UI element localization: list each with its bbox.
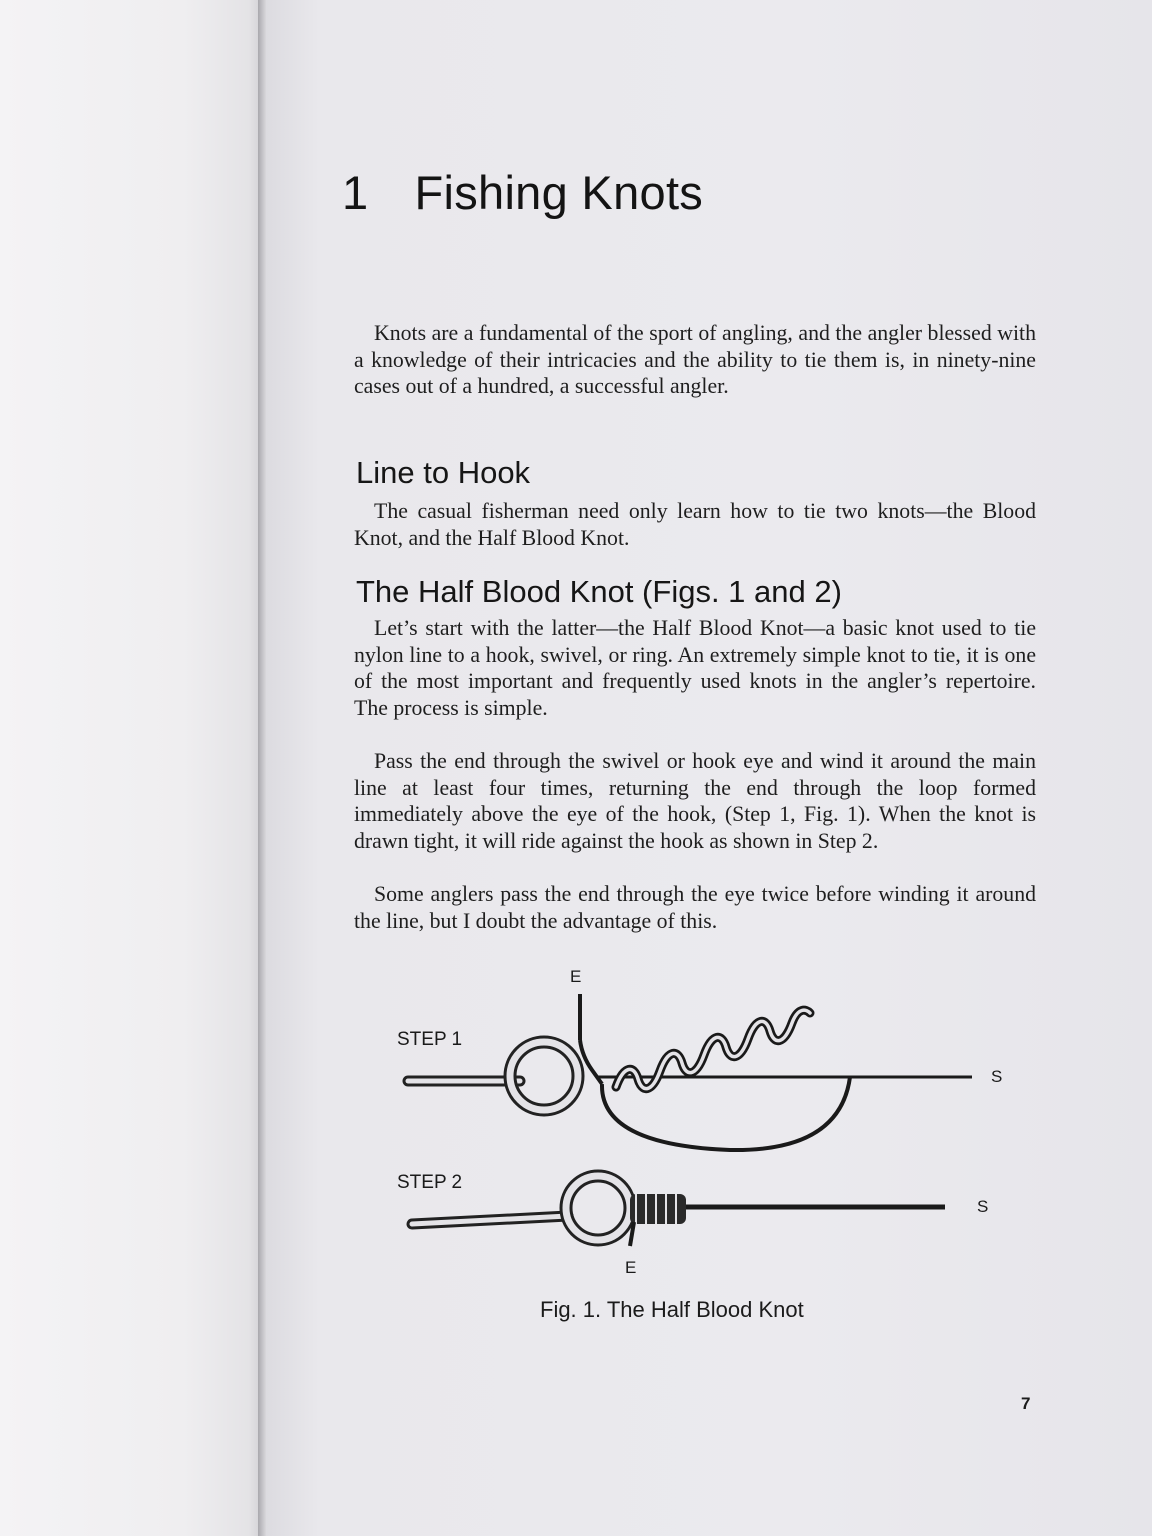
chapter-title: Fishing Knots <box>414 166 704 219</box>
step2-standing-label: S <box>977 1197 989 1216</box>
step1-standing-label: S <box>991 1067 1003 1086</box>
step2-drawing <box>412 1176 945 1246</box>
chapter-heading <box>342 165 703 220</box>
step2-end-label: E <box>625 1258 637 1277</box>
left-page <box>0 0 262 1536</box>
paragraph-casual-fisherman: The casual fisherman need only learn how to tie two knots—the Blood Knot, and the Half Blood Knot. <box>354 499 1036 550</box>
paragraph-half-blood-intro: Let’s start with the latter—the Half Blood Knot—a basic knot used to tie nylon line to a hook, swivel, or ring. An extremely simple knot to tie, it is one of the most important and frequently used knots in the angler’s repertoire. The process is simple. <box>354 616 1036 720</box>
chapter-number: 1 <box>342 166 369 219</box>
section-heading-half-blood-knot: The Half Blood Knot (Figs. 1 and 2) <box>356 574 842 609</box>
knot-illustration <box>380 960 1040 1290</box>
section-heading-line-to-hook: Line to Hook <box>356 455 531 490</box>
paragraph-some-anglers: Some anglers pass the end through the eye twice before winding it around the line, but I doubt the advantage of this. <box>354 882 1036 933</box>
book-gutter <box>258 0 266 1536</box>
step1-end-label: E <box>570 967 582 986</box>
page-number: 7 <box>1021 1394 1031 1413</box>
paragraph-pass-the-end: Pass the end through the swivel or hook eye and wind it around the main line at least four times, returning the end through the loop formed immediately above the eye of the hook, (Step 1, Fig. 1). When the knot is drawn tight, it will ride against the hook as shown in Step 2. <box>354 749 1036 853</box>
step2-label: STEP 2 <box>397 1172 463 1193</box>
figure-caption: Fig. 1. The Half Blood Knot <box>540 1297 804 1322</box>
half-blood-knot-figure <box>380 960 1040 1290</box>
step1-label: STEP 1 <box>397 1029 463 1050</box>
step1-drawing <box>408 994 972 1150</box>
intro-paragraph: Knots are a fundamental of the sport of angling, and the angler blessed with a knowledge of their intricacies and the ability to tie them is, in ninety-nine cases out of a hundred, a successful angler. <box>354 321 1036 398</box>
